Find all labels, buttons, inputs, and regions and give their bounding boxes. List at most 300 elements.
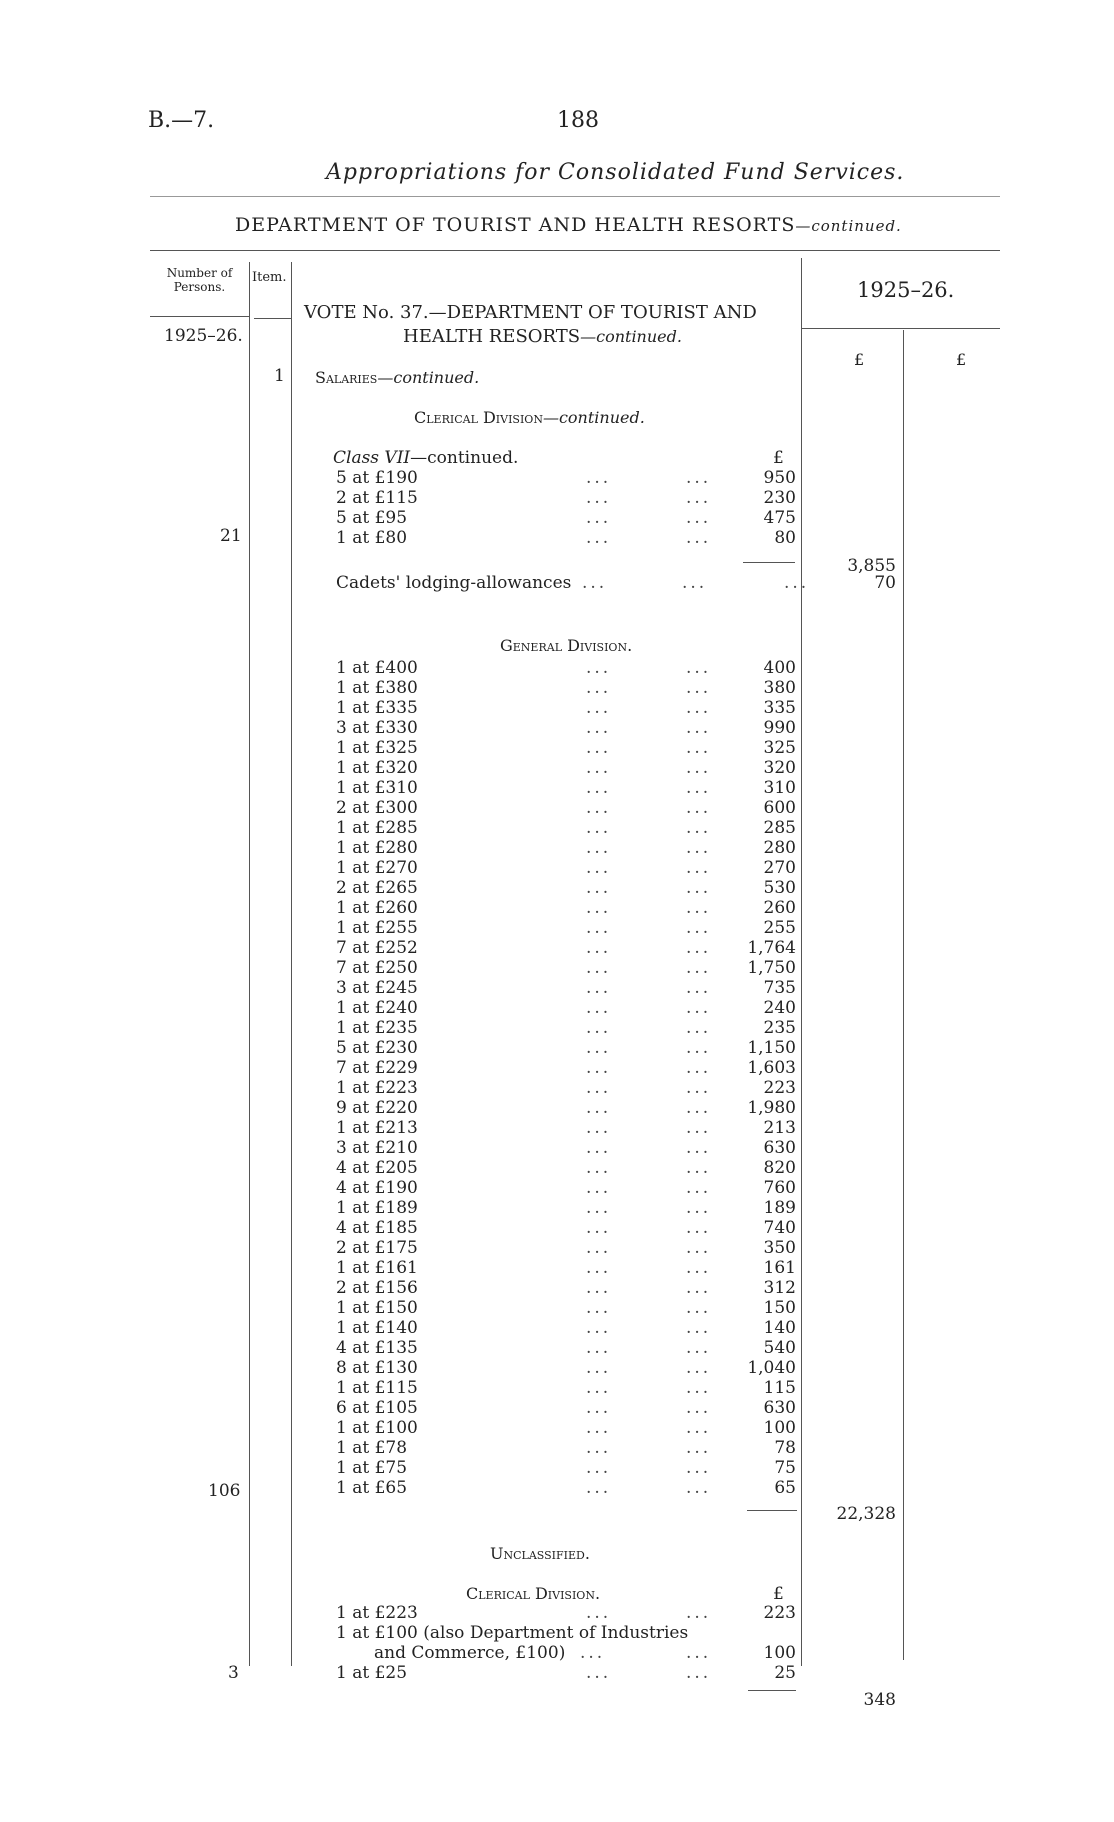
class-vii-heading-continued: —continued. [410, 448, 519, 468]
general-division-row-description: 2 at £156 [336, 1278, 418, 1298]
general-division-row-amount: 140 [763, 1318, 796, 1338]
general-division-row-leader-2: ... [686, 698, 712, 718]
general-division-row-leader-2: ... [686, 1218, 712, 1238]
general-division-row-leader-1: ... [586, 1438, 612, 1458]
unclassified-total: 348 [863, 1690, 896, 1710]
general-division-row-leader-1: ... [586, 918, 612, 938]
unclassified-row-1-description: 1 at £223 [336, 1603, 418, 1623]
general-division-row-description: 9 at £220 [336, 1098, 418, 1118]
unclassified-clerical-heading: Clerical Division. [466, 1584, 601, 1603]
department-heading [235, 214, 902, 236]
general-division-row [336, 918, 796, 938]
general-division-row [336, 898, 796, 918]
general-division-row-description: 1 at £213 [336, 1118, 418, 1138]
vote-title-line2-continued: —continued. [580, 327, 682, 346]
general-division-row-description: 1 at £115 [336, 1378, 418, 1398]
general-division-row-amount: 990 [763, 718, 796, 738]
general-division-row-amount: 189 [763, 1198, 796, 1218]
general-division-row-leader-2: ... [686, 678, 712, 698]
unclassified-row-1 [336, 1603, 796, 1623]
general-division-row-description: 1 at £255 [336, 918, 418, 938]
general-division-row-leader-2: ... [686, 938, 712, 958]
general-division-row-leader-2: ... [686, 1018, 712, 1038]
general-division-row-leader-2: ... [686, 1138, 712, 1158]
general-division-row-description: 2 at £300 [336, 798, 418, 818]
cadets-row [336, 573, 810, 593]
item-column-divider [291, 262, 292, 1666]
general-division-row-amount: 820 [763, 1158, 796, 1178]
general-division-row-amount: 1,980 [747, 1098, 796, 1118]
general-division-row-description: 1 at £280 [336, 838, 418, 858]
general-division-row-leader-1: ... [586, 1058, 612, 1078]
general-division-row-amount: 150 [763, 1298, 796, 1318]
item-number: 1 [274, 366, 285, 386]
general-division-row-description: 1 at £240 [336, 998, 418, 1018]
general-division-row-leader-2: ... [686, 1198, 712, 1218]
amount-subcolumn-divider [903, 330, 904, 1660]
general-division-row [336, 1078, 796, 1098]
document-reference: B.—7. [148, 108, 215, 133]
salaries-heading-main: Salaries [315, 368, 378, 387]
cadets-leader-2: ... [682, 573, 708, 593]
general-division-row-description: 1 at £65 [336, 1478, 408, 1498]
unclassified-row-2-description-continued: and Commerce, £100) [374, 1643, 566, 1663]
persons-column-divider [249, 262, 250, 1666]
unclassified-subtotal-rule [748, 1690, 796, 1691]
unclassified-row-2-continued [336, 1643, 796, 1663]
general-division-row-leader-1: ... [586, 658, 612, 678]
general-division-row [336, 938, 796, 958]
general-division-row-leader-1: ... [586, 1218, 612, 1238]
general-division-row-leader-2: ... [686, 978, 712, 998]
general-division-row [336, 1118, 796, 1138]
class-vii-row-amount: 475 [763, 508, 796, 528]
salaries-heading [315, 368, 479, 387]
general-division-row [336, 718, 796, 738]
class-vii-row-leader-2: ... [686, 528, 712, 548]
general-division-row-leader-1: ... [586, 1398, 612, 1418]
general-division-row-leader-2: ... [686, 1098, 712, 1118]
general-division-row-amount: 350 [763, 1238, 796, 1258]
general-division-row-amount: 760 [763, 1178, 796, 1198]
general-division-row-amount: 1,040 [747, 1358, 796, 1378]
general-division-row-amount: 630 [763, 1398, 796, 1418]
general-division-row [336, 1038, 796, 1058]
general-division-row-amount: 740 [763, 1218, 796, 1238]
unclassified-row-2-leader-1: ... [580, 1643, 606, 1663]
general-division-row-leader-2: ... [686, 958, 712, 978]
unclassified-row-1-amount: 223 [763, 1603, 796, 1623]
cadets-description: Cadets' lodging-allowances [336, 573, 572, 593]
general-division-row-leader-1: ... [586, 858, 612, 878]
general-division-row-amount: 320 [763, 758, 796, 778]
general-division-heading: General Division. [500, 636, 633, 655]
general-division-row-description: 1 at £320 [336, 758, 418, 778]
general-division-row [336, 1238, 796, 1258]
general-division-row-leader-2: ... [686, 898, 712, 918]
department-heading-main: DEPARTMENT OF TOURIST AND HEALTH RESORTS [235, 214, 796, 236]
general-division-row-amount: 260 [763, 898, 796, 918]
class-vii-subtotal-rule [743, 562, 795, 563]
general-division-row-description: 1 at £161 [336, 1258, 418, 1278]
general-division-row-leader-2: ... [686, 1038, 712, 1058]
general-division-row [336, 818, 796, 838]
general-division-row-description: 1 at £260 [336, 898, 418, 918]
unclassified-row-1-leader-2: ... [686, 1603, 712, 1623]
general-division-row-description: 1 at £235 [336, 1018, 418, 1038]
general-division-row-leader-1: ... [586, 1458, 612, 1478]
general-division-row-leader-2: ... [686, 818, 712, 838]
general-division-row-leader-2: ... [686, 718, 712, 738]
general-division-row-leader-2: ... [686, 1118, 712, 1138]
general-division-row-leader-2: ... [686, 1438, 712, 1458]
general-division-row-leader-1: ... [586, 1078, 612, 1098]
general-division-row-leader-1: ... [586, 1338, 612, 1358]
general-division-row-leader-2: ... [686, 778, 712, 798]
general-division-row-leader-1: ... [586, 1358, 612, 1378]
general-division-row-amount: 1,750 [747, 958, 796, 978]
item-header: Item. [252, 270, 287, 285]
general-division-row-leader-2: ... [686, 918, 712, 938]
unclassified-row-2-amount: 100 [763, 1643, 796, 1663]
vote-title-line1: VOTE No. 37.—DEPARTMENT OF TOURIST AND [304, 302, 757, 323]
general-division-row-amount: 312 [763, 1278, 796, 1298]
general-division-row-amount: 161 [763, 1258, 796, 1278]
persons-header-rule [150, 316, 249, 317]
unclassified-row-3-leader-2: ... [686, 1663, 712, 1683]
general-division-row-amount: 1,764 [747, 938, 796, 958]
unclassified-pound: £ [773, 1584, 784, 1604]
general-division-row-leader-2: ... [686, 1258, 712, 1278]
general-division-row-leader-2: ... [686, 1318, 712, 1338]
general-division-row-leader-2: ... [686, 1478, 712, 1498]
general-division-row-leader-2: ... [686, 858, 712, 878]
general-division-row-leader-1: ... [586, 1238, 612, 1258]
general-division-row-leader-2: ... [686, 1078, 712, 1098]
general-division-row-description: 3 at £330 [336, 718, 418, 738]
general-division-row-amount: 223 [763, 1078, 796, 1098]
general-division-row-amount: 335 [763, 698, 796, 718]
table-top-rule [150, 250, 1000, 251]
general-division-row-amount: 600 [763, 798, 796, 818]
general-division-row-leader-1: ... [586, 898, 612, 918]
pound-column-b: £ [956, 350, 967, 369]
general-division-row-amount: 65 [774, 1478, 796, 1498]
department-heading-continued: —continued. [795, 217, 902, 235]
general-division-row-leader-2: ... [686, 1418, 712, 1438]
general-division-row [336, 1358, 796, 1378]
general-division-row-leader-1: ... [586, 1038, 612, 1058]
clerical-division-heading-main: Clerical Division [414, 408, 543, 427]
general-division-row-description: 1 at £270 [336, 858, 418, 878]
unclassified-row-2 [336, 1623, 796, 1643]
vote-title-line2-main: HEALTH RESORTS [403, 326, 581, 347]
general-division-row-amount: 530 [763, 878, 796, 898]
general-division-row-amount: 1,150 [747, 1038, 796, 1058]
general-division-row-leader-1: ... [586, 1198, 612, 1218]
general-division-total: 22,328 [836, 1504, 896, 1524]
unclassified-heading: Unclassified. [490, 1544, 590, 1563]
general-division-row [336, 1438, 796, 1458]
class-vii-row-leader-1: ... [586, 508, 612, 528]
class-vii-heading [333, 448, 518, 468]
general-division-row-leader-2: ... [686, 1398, 712, 1418]
unclassified-persons: 3 [228, 1663, 239, 1683]
general-division-row-amount: 380 [763, 678, 796, 698]
general-division-row [336, 1218, 796, 1238]
general-division-row [336, 1258, 796, 1278]
class-vii-row-amount: 230 [763, 488, 796, 508]
general-division-row [336, 1418, 796, 1438]
general-division-row-leader-2: ... [686, 658, 712, 678]
general-division-row-leader-1: ... [586, 1298, 612, 1318]
general-division-row-amount: 285 [763, 818, 796, 838]
general-division-row-description: 1 at £100 [336, 1418, 418, 1438]
class-vii-row-leader-2: ... [686, 508, 712, 528]
class-vii-row [336, 468, 796, 488]
general-division-row-amount: 630 [763, 1138, 796, 1158]
general-division-row-description: 4 at £190 [336, 1178, 418, 1198]
class-vii-row-leader-1: ... [586, 468, 612, 488]
general-division-row-amount: 240 [763, 998, 796, 1018]
class-vii-row-description: 5 at £95 [336, 508, 408, 528]
general-division-row-leader-1: ... [586, 998, 612, 1018]
general-division-row-amount: 735 [763, 978, 796, 998]
class-vii-row-leader-2: ... [686, 468, 712, 488]
clerical-division-heading-continued: —continued. [542, 408, 645, 427]
unclassified-row-3-amount: 25 [774, 1663, 796, 1683]
class-vii-row-description: 2 at £115 [336, 488, 418, 508]
general-division-row [336, 1018, 796, 1038]
vote-title-line2 [403, 326, 682, 347]
general-division-row-description: 3 at £210 [336, 1138, 418, 1158]
class-vii-row-leader-1: ... [586, 488, 612, 508]
class-vii-row-description: 1 at £80 [336, 528, 408, 548]
general-division-row-leader-1: ... [586, 1478, 612, 1498]
general-division-row-leader-2: ... [686, 1058, 712, 1078]
page-number: 188 [557, 108, 599, 133]
general-division-row-description: 3 at £245 [336, 978, 418, 998]
general-division-row-leader-1: ... [586, 718, 612, 738]
general-division-row [336, 698, 796, 718]
general-division-row-leader-2: ... [686, 878, 712, 898]
general-division-row [336, 1158, 796, 1178]
general-division-row-leader-2: ... [686, 1458, 712, 1478]
general-division-row-leader-1: ... [586, 938, 612, 958]
general-division-row-leader-1: ... [586, 1258, 612, 1278]
general-division-row-amount: 270 [763, 858, 796, 878]
general-division-row-amount: 280 [763, 838, 796, 858]
general-division-row [336, 958, 796, 978]
general-division-row-leader-1: ... [586, 958, 612, 978]
general-division-row [336, 1338, 796, 1358]
title-rule [150, 196, 1000, 197]
general-subtotal-rule [747, 1510, 797, 1511]
class-vii-row-amount: 950 [763, 468, 796, 488]
general-division-row-leader-2: ... [686, 1278, 712, 1298]
general-division-row-leader-2: ... [686, 798, 712, 818]
general-division-row-leader-2: ... [686, 1338, 712, 1358]
general-division-row-description: 8 at £130 [336, 1358, 418, 1378]
general-division-row-description: 7 at £250 [336, 958, 418, 978]
cadets-leader-3: ... [784, 573, 810, 593]
general-division-row-leader-2: ... [686, 1378, 712, 1398]
general-division-row-description: 5 at £230 [336, 1038, 418, 1058]
general-division-row [336, 1098, 796, 1118]
general-division-row [336, 758, 796, 778]
unclassified-row-3-leader-1: ... [586, 1663, 612, 1683]
general-division-row-description: 1 at £140 [336, 1318, 418, 1338]
number-of-persons-header: Number of Persons. [166, 266, 233, 294]
general-division-row-description: 4 at £205 [336, 1158, 418, 1178]
general-division-row-amount: 75 [774, 1458, 796, 1478]
general-division-row [336, 858, 796, 878]
general-division-row-amount: 100 [763, 1418, 796, 1438]
general-division-row-description: 1 at £189 [336, 1198, 418, 1218]
general-division-row-amount: 213 [763, 1118, 796, 1138]
general-division-row-amount: 310 [763, 778, 796, 798]
general-division-row [336, 1318, 796, 1338]
general-division-row-leader-1: ... [586, 738, 612, 758]
general-division-row [336, 738, 796, 758]
item-header-rule [254, 318, 291, 319]
unclassified-row-1-leader-1: ... [586, 1603, 612, 1623]
general-division-row-leader-1: ... [586, 1318, 612, 1338]
general-division-row-description: 2 at £175 [336, 1238, 418, 1258]
unclassified-row-3 [336, 1663, 796, 1683]
class-vii-persons: 21 [220, 526, 242, 546]
cadets-leader-1: ... [582, 573, 608, 593]
cadets-total: 70 [874, 573, 896, 593]
general-division-row-amount: 78 [774, 1438, 796, 1458]
general-division-row-leader-1: ... [586, 778, 612, 798]
general-division-row-leader-2: ... [686, 738, 712, 758]
class-vii-pound: £ [773, 448, 784, 468]
general-division-row-description: 2 at £265 [336, 878, 418, 898]
general-division-row-description: 1 at £75 [336, 1458, 408, 1478]
general-division-row [336, 658, 796, 678]
general-division-row [336, 1138, 796, 1158]
general-division-row-leader-2: ... [686, 838, 712, 858]
year-left-header: 1925–26. [164, 326, 243, 346]
general-division-row-amount: 235 [763, 1018, 796, 1038]
general-division-row [336, 778, 796, 798]
general-division-row-description: 6 at £105 [336, 1398, 418, 1418]
general-division-row [336, 998, 796, 1018]
general-division-row-amount: 325 [763, 738, 796, 758]
general-division-row [336, 1178, 796, 1198]
amount-column-divider [801, 258, 802, 1666]
general-division-row-leader-1: ... [586, 678, 612, 698]
page-title: Appropriations for Consolidated Fund Services. [326, 160, 905, 185]
general-division-persons: 106 [208, 1481, 241, 1501]
general-division-row-leader-1: ... [586, 1158, 612, 1178]
general-division-row-leader-1: ... [586, 878, 612, 898]
general-division-row-description: 1 at £310 [336, 778, 418, 798]
general-division-row [336, 1478, 796, 1498]
pound-column-a: £ [854, 350, 865, 369]
general-division-row-leader-1: ... [586, 758, 612, 778]
general-division-row-leader-1: ... [586, 978, 612, 998]
general-division-row-leader-1: ... [586, 1278, 612, 1298]
class-vii-row-leader-2: ... [686, 488, 712, 508]
class-vii-row-amount: 80 [774, 528, 796, 548]
class-vii-row [336, 488, 796, 508]
general-division-row-leader-1: ... [586, 1418, 612, 1438]
general-division-row-description: 4 at £185 [336, 1218, 418, 1238]
clerical-division-heading [414, 408, 645, 427]
general-division-row-leader-1: ... [586, 838, 612, 858]
general-division-row-description: 1 at £150 [336, 1298, 418, 1318]
general-division-row-description: 1 at £223 [336, 1078, 418, 1098]
general-division-row-description: 1 at £335 [336, 698, 418, 718]
year-header-rule [801, 328, 1000, 329]
general-division-row-amount: 400 [763, 658, 796, 678]
class-vii-heading-label: Class VII [333, 448, 411, 468]
general-division-row [336, 838, 796, 858]
general-division-row-description: 7 at £252 [336, 938, 418, 958]
general-division-row [336, 678, 796, 698]
general-division-row-leader-1: ... [586, 1118, 612, 1138]
general-division-row-leader-2: ... [686, 1238, 712, 1258]
general-division-row [336, 1458, 796, 1478]
general-division-row-description: 1 at £78 [336, 1438, 408, 1458]
unclassified-row-2-leader-2: ... [686, 1643, 712, 1663]
general-division-row-leader-1: ... [586, 1138, 612, 1158]
general-division-row-leader-1: ... [586, 698, 612, 718]
general-division-row-amount: 540 [763, 1338, 796, 1358]
general-division-row-description: 1 at £400 [336, 658, 418, 678]
general-division-row-description: 1 at £325 [336, 738, 418, 758]
general-division-row [336, 1198, 796, 1218]
general-division-row-leader-1: ... [586, 818, 612, 838]
general-division-row-leader-1: ... [586, 798, 612, 818]
general-division-row-leader-1: ... [586, 1378, 612, 1398]
unclassified-row-2-description: 1 at £100 (also Department of Industries [336, 1623, 689, 1643]
general-division-row-leader-2: ... [686, 998, 712, 1018]
general-division-row [336, 1278, 796, 1298]
class-vii-row-leader-1: ... [586, 528, 612, 548]
general-division-row [336, 798, 796, 818]
general-division-row [336, 978, 796, 998]
class-vii-total: 3,855 [847, 556, 896, 576]
general-division-row [336, 1378, 796, 1398]
general-division-row-leader-2: ... [686, 1158, 712, 1178]
general-division-row-leader-2: ... [686, 1298, 712, 1318]
general-division-row [336, 1398, 796, 1418]
general-division-row [336, 878, 796, 898]
class-vii-row-description: 5 at £190 [336, 468, 418, 488]
general-division-row-amount: 115 [763, 1378, 796, 1398]
general-division-row-leader-1: ... [586, 1178, 612, 1198]
unclassified-row-3-description: 1 at £25 [336, 1663, 408, 1683]
general-division-row-amount: 255 [763, 918, 796, 938]
general-division-row-description: 7 at £229 [336, 1058, 418, 1078]
general-division-row-leader-2: ... [686, 1358, 712, 1378]
year-right-header: 1925–26. [857, 278, 955, 302]
salaries-heading-continued: —continued. [377, 368, 480, 387]
general-division-row [336, 1058, 796, 1078]
general-division-row [336, 1298, 796, 1318]
general-division-row-leader-1: ... [586, 1098, 612, 1118]
general-division-row-leader-1: ... [586, 1018, 612, 1038]
general-division-row-description: 1 at £285 [336, 818, 418, 838]
general-division-row-description: 1 at £380 [336, 678, 418, 698]
general-division-row-amount: 1,603 [747, 1058, 796, 1078]
class-vii-row [336, 508, 796, 528]
general-division-row-leader-2: ... [686, 1178, 712, 1198]
class-vii-row [336, 528, 796, 548]
